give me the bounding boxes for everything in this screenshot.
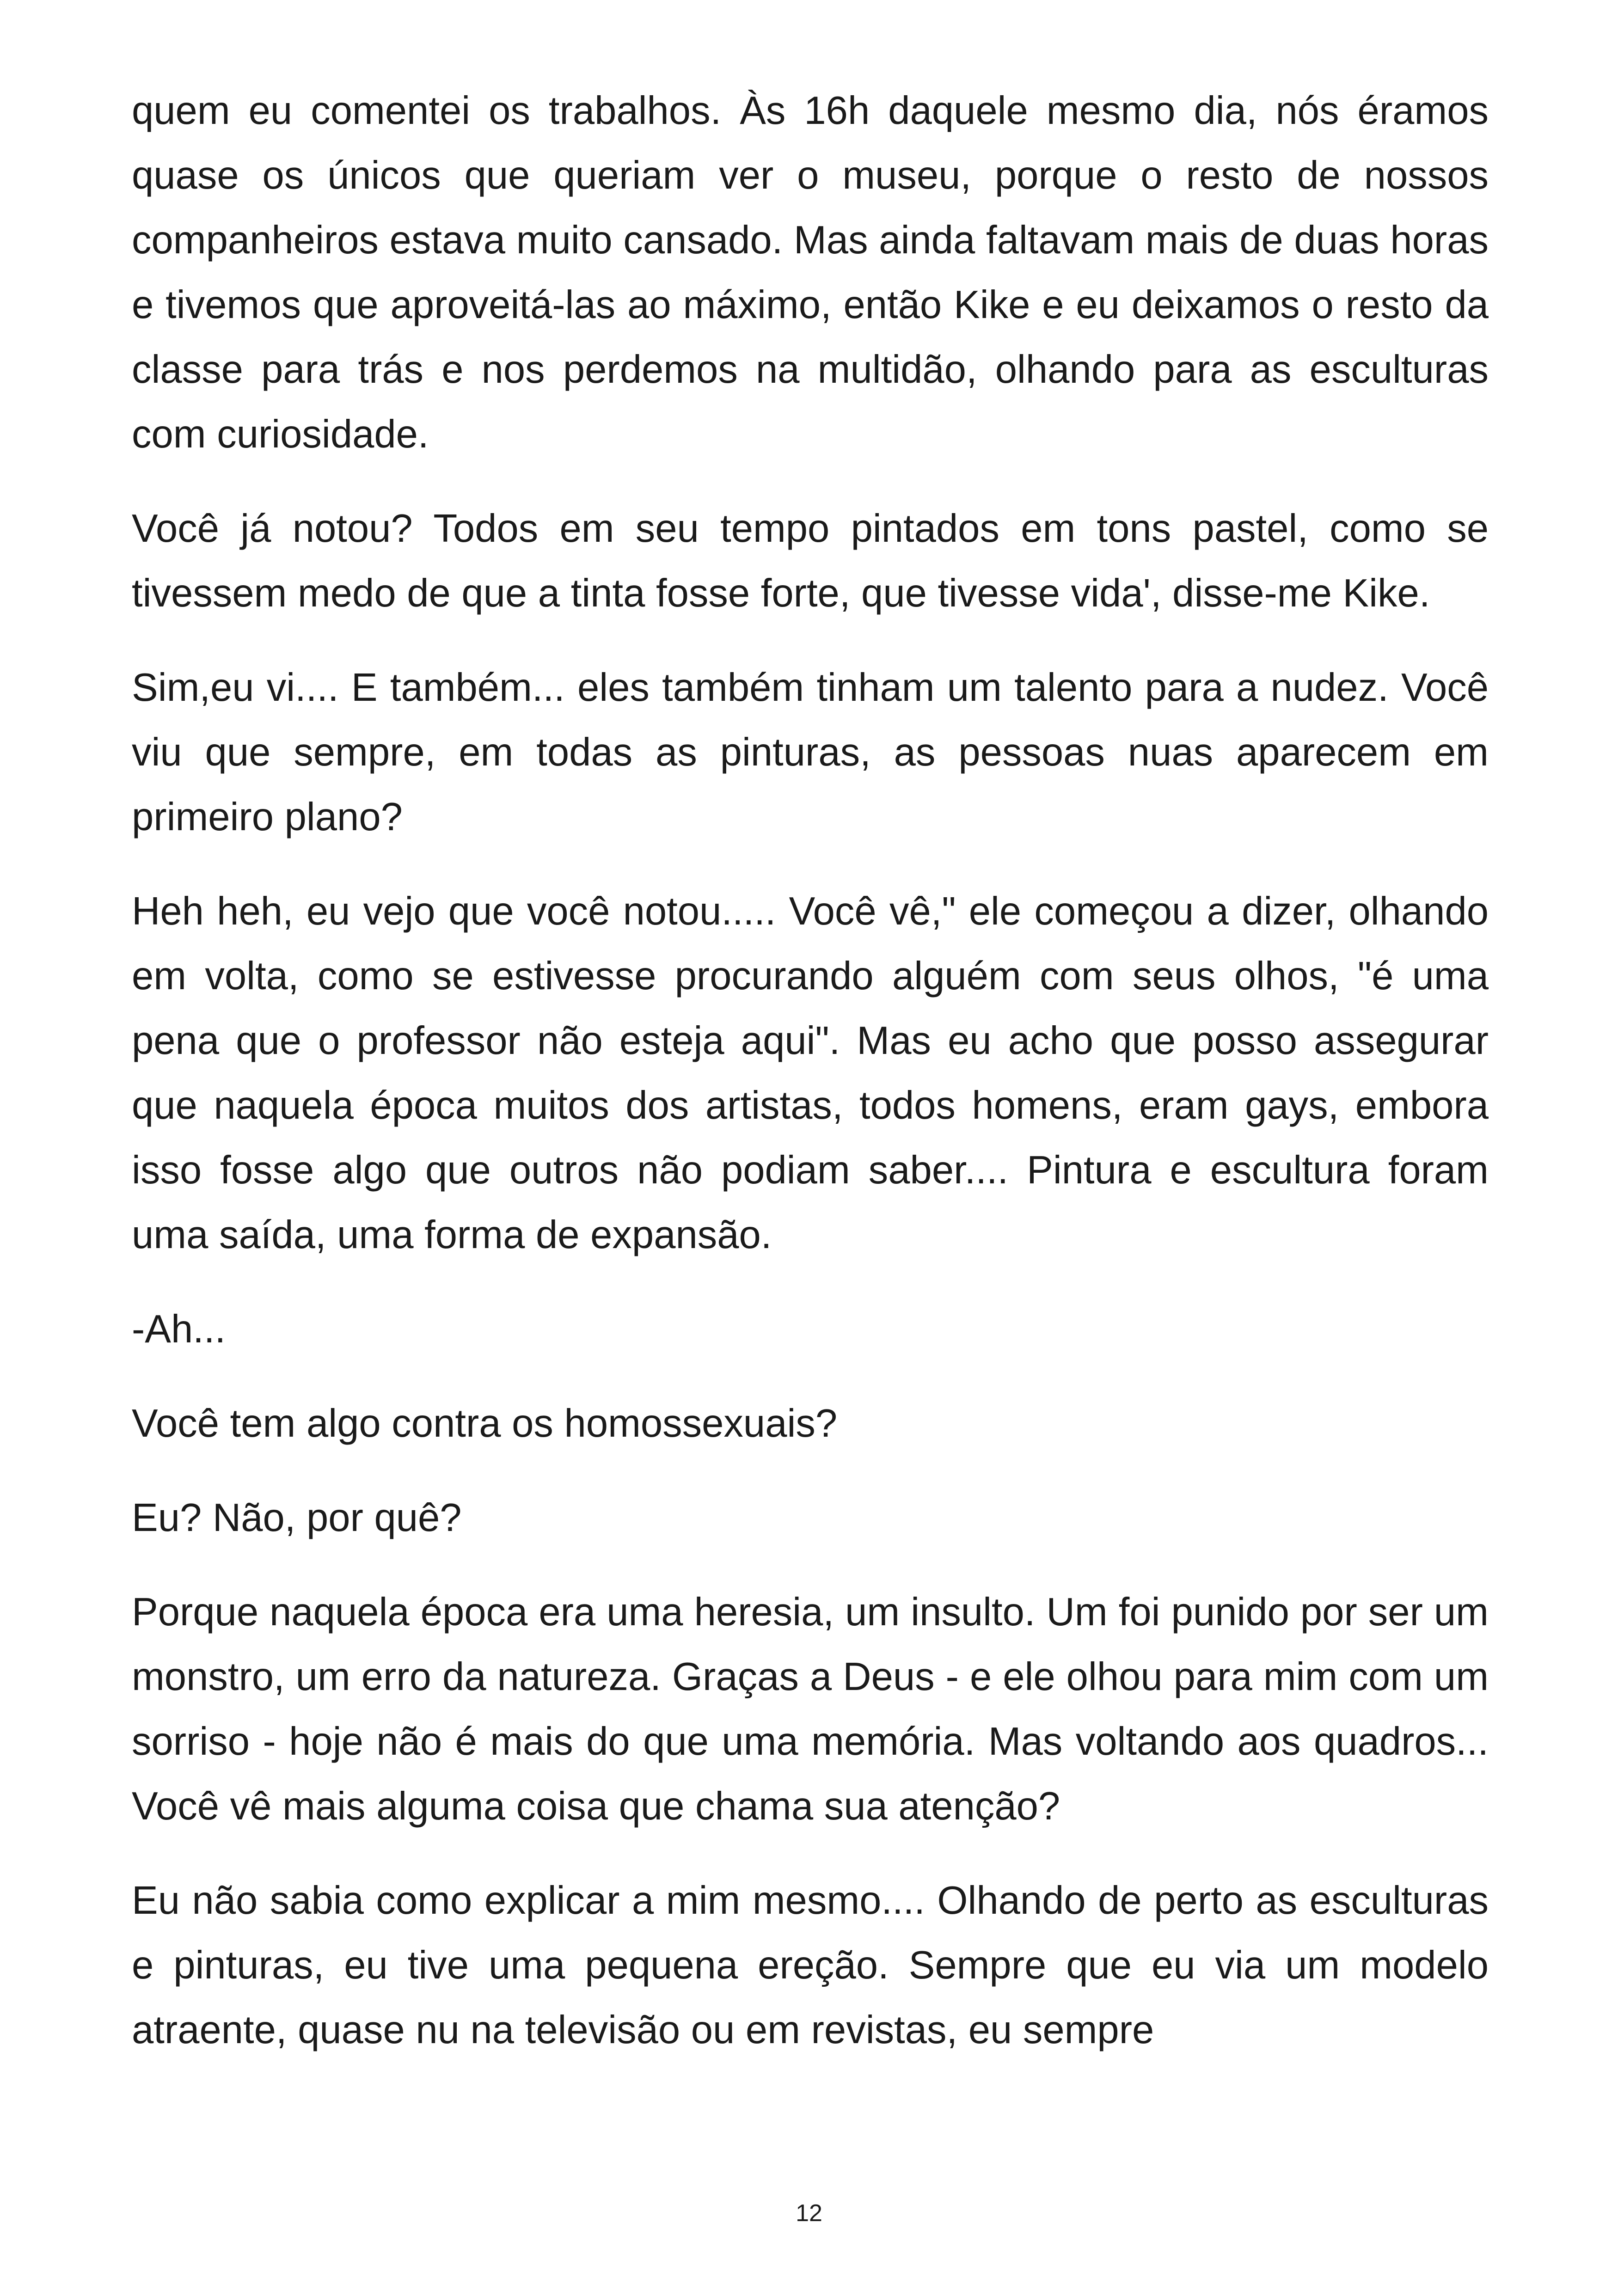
paragraph: Porque naquela época era uma heresia, um insulto. Um foi punido por ser um monstro, um erro da natureza. Graças a Deus - e ele olhou para mim com um sorriso - hoje não é mais do que uma memória. Mas voltando aos quadros... Você vê mais alguma coisa que chama sua atenção? <box>132 1590 1489 1828</box>
paragraph: Você tem algo contra os homossexuais? <box>132 1402 838 1445</box>
paragraph: Heh heh, eu vejo que você notou..... Você vê," ele começou a dizer, olhando em volta, como se estivesse procurando alguém com seus olhos, "é uma pena que o professor não esteja aqui". Mas eu acho que posso assegurar que naquela época muitos dos artistas, todos homens, eram gays, embora isso fosse algo que outros não podiam saber.... Pintura e escultura foram uma saída, uma forma de expansão. <box>132 889 1489 1257</box>
body-text <box>132 79 1489 2092</box>
paragraph: Sim,eu vi.... E também... eles também tinham um talento para a nudez. Você viu que sempre, em todas as pinturas, as pessoas nuas aparecem em primeiro plano? <box>132 666 1489 839</box>
page-number: 12 <box>796 2200 822 2227</box>
paragraph: Você já notou? Todos em seu tempo pintados em tons pastel, como se tivessem medo de que a tinta fosse forte, que tivesse vida', disse-me Kike. <box>132 507 1489 615</box>
paragraph: Eu não sabia como explicar a mim mesmo.... Olhando de perto as esculturas e pinturas, eu tive uma pequena ereção. Sempre que eu via um modelo atraente, quase nu na televisão ou em revistas, eu sempre <box>132 1879 1489 2052</box>
paragraph: Eu? Não, por quê? <box>132 1496 462 1540</box>
paragraph: quem eu comentei os trabalhos. Às 16h daquele mesmo dia, nós éramos quase os únicos que queriam ver o museu, porque o resto de nossos companheiros estava muito cansado. Mas ainda faltavam mais de duas horas e tivemos que aproveitá-las ao máximo, então Kike e eu deixamos o resto da classe para trás e nos perdemos na multidão, olhando para as esculturas com curiosidade. <box>132 89 1489 456</box>
paragraph: -Ah... <box>132 1307 226 1351</box>
